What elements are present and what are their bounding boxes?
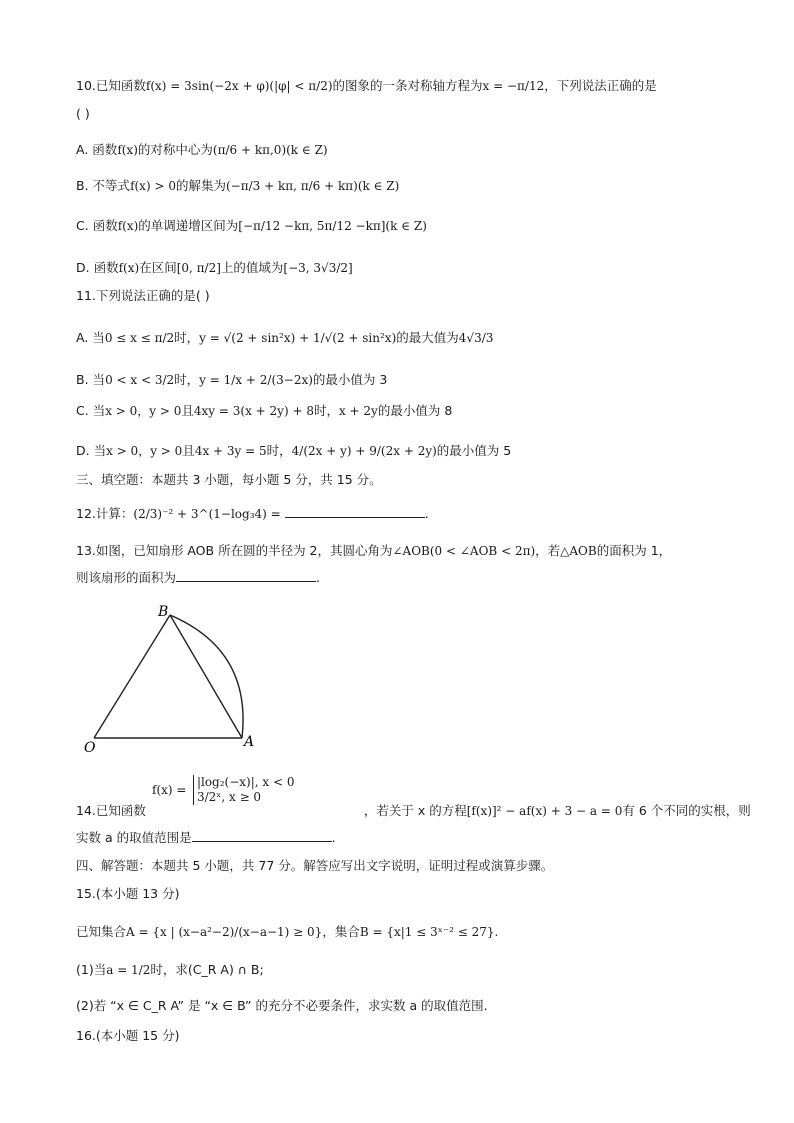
q11-option-b: B. 当0 < x < 3/2时，y = 1/x + 2/(3−2x)的最小值为 3 (76, 372, 388, 387)
q10-prefix: 10.已知函数 (76, 78, 146, 93)
q11-stem: 11.下列说法正确的是( ) (76, 288, 210, 303)
q14-answer-blank[interactable] (192, 829, 332, 842)
segment-ob (94, 615, 170, 738)
label-o: O (84, 740, 96, 756)
q14-line2: 实数 a 的取值范围是 . (76, 830, 336, 845)
q14-line1: 14.已知函数 ，若关于 x 的方程[f(x)]² − af(x) + 3 − a = 0有 6 个不同的实根，则 (76, 803, 751, 818)
q10-option-d: D. 函数f(x)在区间[0, π/2]上的值域为[−3, 3√3/2] (76, 260, 353, 275)
q12: 12.计算：(2/3)⁻² + 3^(1−log₃4) = . (76, 506, 429, 521)
q10-option-a: A. 函数f(x)的对称中心为(π/6 + kπ,0)(k ∈ Z) (76, 142, 328, 157)
q10-function: f(x) = 3sin(−2x + φ)(|φ| < π/2) (145, 79, 333, 93)
q10-stem (76, 76, 657, 96)
sector-figure (80, 600, 280, 760)
q10-paren: ( ) (76, 106, 90, 121)
label-b: B (158, 604, 169, 620)
q10-axis: x = −π/12 (482, 79, 545, 93)
label-a: A (244, 734, 255, 750)
chord-ab (170, 615, 242, 738)
q15-head: 15.(本小题 13 分) (76, 886, 180, 901)
q15-part1: (1)当a = 1/2时，求(C_R A) ∩ B; (76, 962, 264, 977)
q11-option-a: A. 当0 ≤ x ≤ π/2时，y = √(2 + sin²x) + 1/√(2 + sin²x)的最大值为4√3/3 (76, 330, 494, 345)
section-4-heading: 四、解答题：本题共 5 小题，共 77 分。解答应写出文字说明，证明过程或演算步骤。 (76, 858, 554, 873)
q11-option-d: D. 当x > 0，y > 0且4x + 3y = 5时，4/(2x + y) + 9/(2x + 2y)的最小值为 5 (76, 443, 512, 458)
q14-cases: |log₂(−x)|, x < 0 3/2ˣ, x ≥ 0 (193, 775, 295, 805)
q13-line1: 13.如图，已知扇形 AOB 所在圆的半径为 2，其圆心角为∠AOB(0 < ∠AOB < 2π)，若△AOB的面积为 1， (76, 543, 672, 558)
q15-sets: 已知集合A = {x | (x−a²−2)/(x−a−1) ≥ 0}，集合B = {x|1 ≤ 3ˣ⁻² ≤ 27}. (76, 924, 499, 939)
q12-answer-blank[interactable] (285, 505, 425, 518)
q10-mid: 的图象的一条对称轴方程为 (332, 78, 483, 93)
q15-part2: (2)若 “x ∈ C_R A” 是 “x ∈ B” 的充分不必要条件，求实数 a 的取值范围. (76, 998, 488, 1013)
q14-piecewise: f(x) = |log₂(−x)|, x < 0 3/2ˣ, x ≥ 0 (152, 775, 295, 804)
q10-suffix: ，下列说法正确的是 (544, 78, 657, 93)
section-3-heading: 三、填空题：本题共 3 小题，每小题 5 分，共 15 分。 (76, 472, 382, 487)
q10-option-c: C. 函数f(x)的单调递增区间为[−π/12 −kπ, 5π/12 −kπ](k ∈ Z) (76, 218, 427, 233)
q13-line2: 则该扇形的面积为 . (76, 570, 320, 585)
q11-option-c: C. 当x > 0，y > 0且4xy = 3(x + 2y) + 8时，x + 2y的最小值为 8 (76, 403, 453, 418)
q13-answer-blank[interactable] (176, 569, 316, 582)
q16-head: 16.(本小题 15 分) (76, 1028, 180, 1043)
q10-option-b: B. 不等式f(x) > 0的解集为(−π/3 + kπ, π/6 + kπ)(k ∈ Z) (76, 178, 400, 193)
